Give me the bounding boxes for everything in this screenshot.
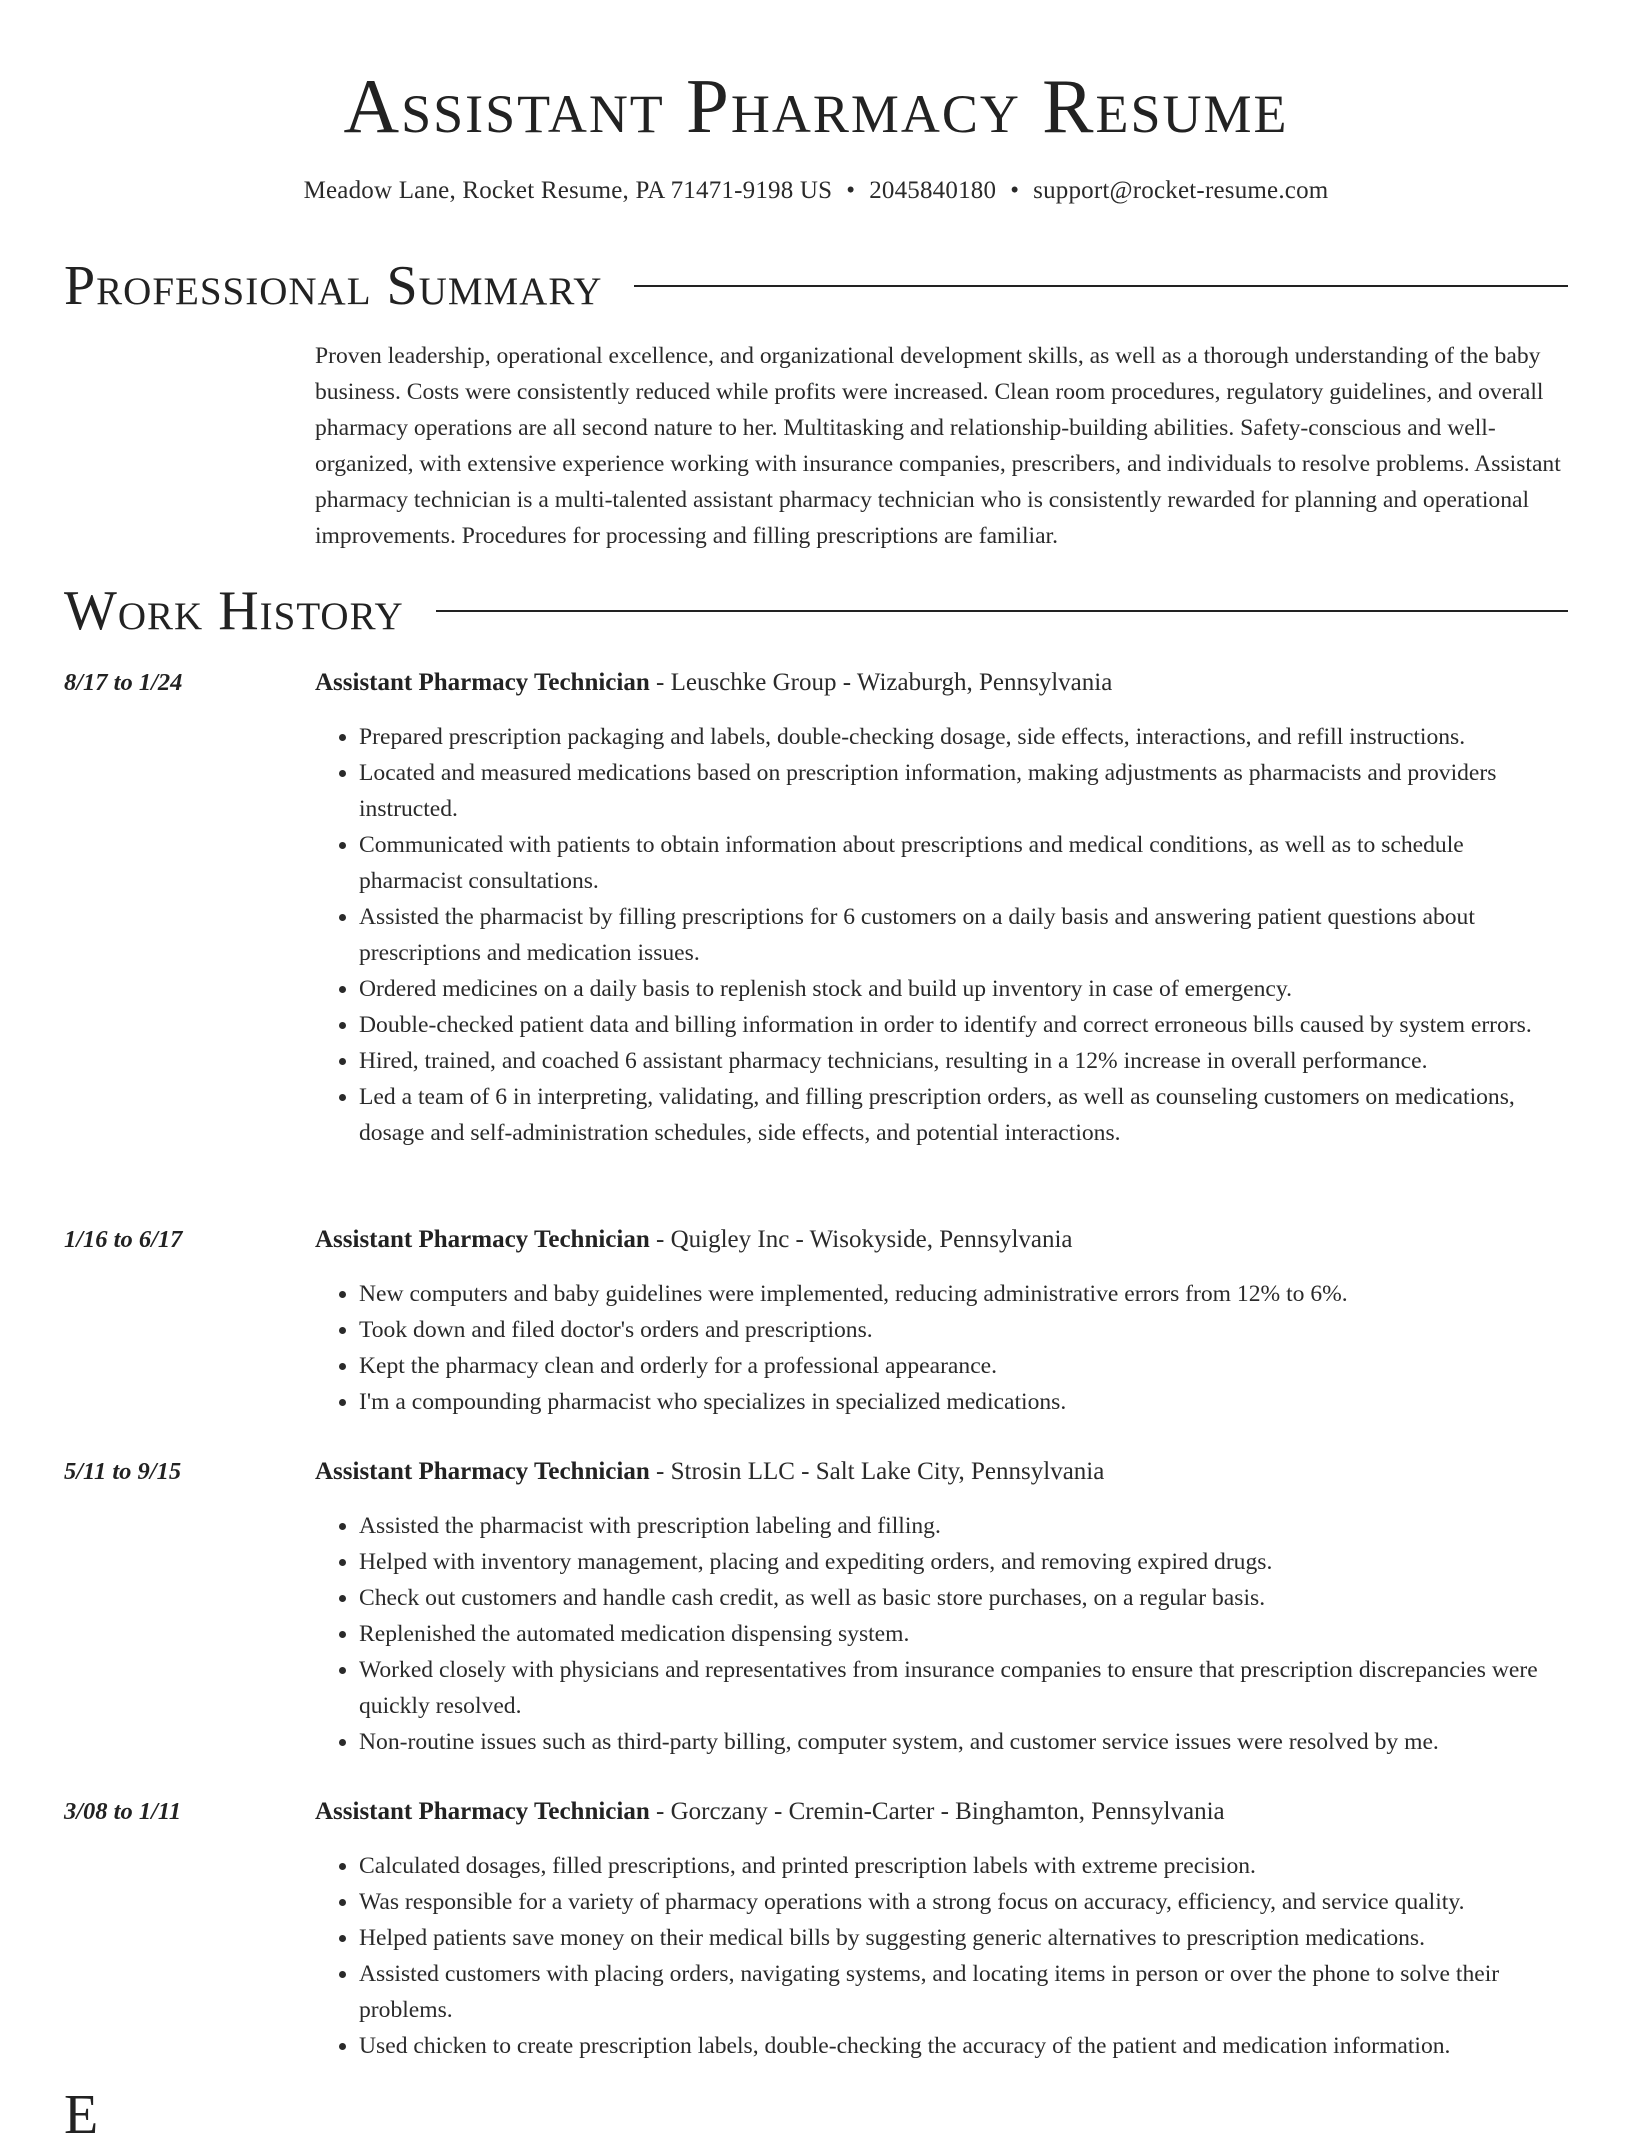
job-heading (315, 1454, 1104, 1490)
job-bullet-item: • Helped with inventory management, placing and expediting orders, and removing expired drugs. (359, 1544, 1568, 1580)
job-dates: 8/17 to 1/24 (64, 669, 183, 696)
job-bullet-item: • New computers and baby guidelines were implemented, reducing administrative errors from 12% to 6%. (359, 1276, 1568, 1312)
job-bullets (315, 1276, 1568, 1420)
job-heading (315, 665, 1112, 701)
job-bullet-item: • Check out customers and handle cash credit, as well as basic store purchases, on a regular basis. (359, 1580, 1568, 1616)
job-bullets (315, 1848, 1568, 2064)
job-title: Assistant Pharmacy Technician (315, 1458, 650, 1485)
job-company-location: - Gorczany - Cremin-Carter - Binghamton, Pennsylvania (649, 1798, 1225, 1825)
job-heading (315, 1794, 1225, 1830)
contact-phone: 2045840180 (869, 177, 997, 204)
work-history-section-header (64, 576, 1568, 646)
contact-line (0, 174, 1632, 208)
job-bullet-item: • Took down and filed doctor's orders and prescriptions. (359, 1312, 1568, 1348)
job-bullet-item: • Located and measured medications based on prescription information, making adjustments as pharmacists and providers instructed. (359, 755, 1568, 827)
job-bullet-item: • Assisted the pharmacist by filling prescriptions for 6 customers on a daily basis and answering patient questions about prescriptions and medication issues. (359, 899, 1568, 971)
contact-separator: • (846, 177, 856, 204)
work-history-heading: Work History (64, 580, 404, 642)
job-title: Assistant Pharmacy Technician (315, 669, 650, 696)
job-dates: 3/08 to 1/11 (64, 1798, 182, 1825)
job-bullet-item: • Hired, trained, and coached 6 assistant pharmacy technicians, resulting in a 12% increase in overall performance. (359, 1043, 1568, 1079)
job-bullet-item: • I'm a compounding pharmacist who specializes in specialized medications. (359, 1384, 1568, 1420)
job-bullet-item: • Replenished the automated medication dispensing system. (359, 1616, 1568, 1652)
job-bullet-item: • Non-routine issues such as third-party billing, computer system, and customer service issues were resolved by me. (359, 1724, 1568, 1760)
contact-email[interactable]: support@rocket-resume.com (1033, 177, 1329, 204)
job-bullet-item: • Was responsible for a variety of pharmacy operations with a strong focus on accuracy, efficiency, and service quality. (359, 1884, 1568, 1920)
next-section-heading: E (64, 2084, 99, 2146)
job-company-location: - Quigley Inc - Wisokyside, Pennsylvania (649, 1226, 1073, 1253)
job-bullet-item: • Assisted the pharmacist with prescription labeling and filling. (359, 1508, 1568, 1544)
page-title: Assistant Pharmacy Resume (343, 63, 1289, 149)
summary-heading: Professional Summary (64, 255, 603, 317)
job-bullet-item: • Assisted customers with placing orders, navigating systems, and locating items in person or over the phone to solve their problems. (359, 1956, 1568, 2028)
section-divider (634, 285, 1568, 287)
job-heading (315, 1222, 1073, 1258)
job-bullet-item: • Led a team of 6 in interpreting, validating, and filling prescription orders, as well as counseling customers on medications, dosage and self-administration schedules, side effects, and potential interactions. (359, 1079, 1568, 1151)
job-dates: 5/11 to 9/15 (64, 1458, 182, 1485)
job-company-location: - Strosin LLC - Salt Lake City, Pennsylvania (649, 1458, 1105, 1485)
summary-text: Proven leadership, operational excellence, and organizational development skills, as well as a thorough understanding of the baby business. Costs were consistently reduced while profits were increased. Clean room procedures, regulatory guidelines, and overall pharmacy operations are all second nature to her. Multitasking and relationship-building abilities. Safety-conscious and well-organized, with extensive experience working with insurance companies, prescribers, and individuals to resolve problems. Assistant pharmacy technician is a multi-talented assistant pharmacy technician who is consistently rewarded for planning and operational improvements. Procedures for processing and filling prescriptions are familiar. (315, 343, 1561, 549)
job-bullet-item: • Prepared prescription packaging and labels, double-checking dosage, side effects, interactions, and refill instructions. (359, 719, 1568, 755)
job-bullet-item: • Worked closely with physicians and representatives from insurance companies to ensure that prescription discrepancies were quickly resolved. (359, 1652, 1568, 1724)
job-bullet-item: • Calculated dosages, filled prescriptions, and printed prescription labels with extreme precision. (359, 1848, 1568, 1884)
job-dates: 1/16 to 6/17 (64, 1226, 183, 1253)
contact-separator: • (1010, 177, 1020, 204)
section-divider (436, 610, 1568, 612)
job-bullets (315, 1508, 1568, 1760)
job-bullet-item: • Helped patients save money on their medical bills by suggesting generic alternatives to prescription medications. (359, 1920, 1568, 1956)
job-title: Assistant Pharmacy Technician (315, 1226, 650, 1253)
job-company-location: - Leuschke Group - Wizaburgh, Pennsylvania (649, 669, 1113, 696)
summary-section-header (64, 251, 1568, 321)
job-bullet-item: • Kept the pharmacy clean and orderly for a professional appearance. (359, 1348, 1568, 1384)
job-bullet-item: • Used chicken to create prescription labels, double-checking the accuracy of the patient and medication information. (359, 2028, 1568, 2064)
job-bullet-item: • Communicated with patients to obtain information about prescriptions and medical conditions, as well as to schedule pharmacist consultations. (359, 827, 1568, 899)
contact-address: Meadow Lane, Rocket Resume, PA 71471-9198 US (303, 177, 833, 204)
job-bullets (315, 719, 1568, 1151)
job-title: Assistant Pharmacy Technician (315, 1798, 650, 1825)
job-bullet-item: • Double-checked patient data and billing information in order to identify and correct erroneous bills caused by system errors. (359, 1007, 1568, 1043)
job-bullet-item: • Ordered medicines on a daily basis to replenish stock and build up inventory in case of emergency. (359, 971, 1568, 1007)
